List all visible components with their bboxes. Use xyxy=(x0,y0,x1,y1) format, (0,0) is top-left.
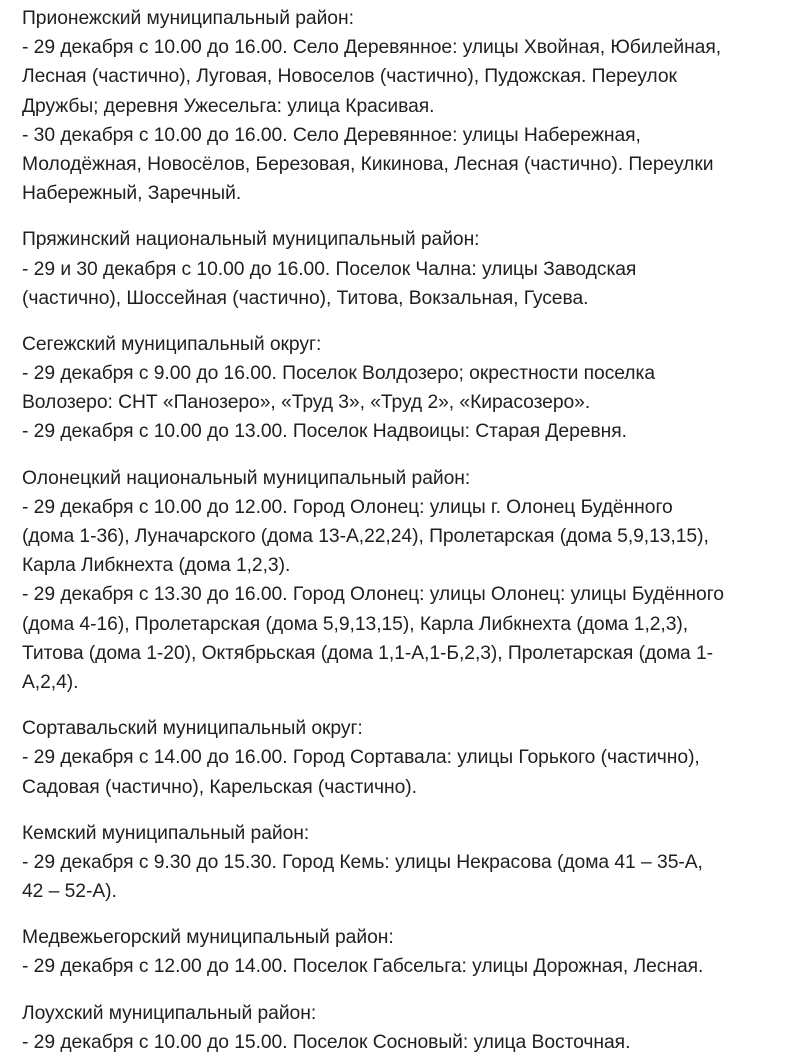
district-section-kemsky xyxy=(22,819,773,907)
schedule-line: (дома 1-36), Луначарского (дома 13-А,22,24), Пролетарская (дома 5,9,13,15), xyxy=(22,526,709,547)
district-heading: Прионежский муниципальный район: xyxy=(22,8,354,29)
schedule-line: - 29 декабря с 10.00 до 15.00. Поселок Сосновый: улица Восточная. xyxy=(22,1031,631,1053)
district-section-sortavalsky xyxy=(22,714,773,802)
district-heading: Олонецкий национальный муниципальный район: xyxy=(22,467,471,489)
schedule-line: (дома 4-16), Пролетарская (дома 5,9,13,15), Карла Либкнехта (дома 1,2,3), xyxy=(22,613,689,635)
schedule-line: Титова (дома 1-20), Октябрьская (дома 1,1-А,1-Б,2,3), Пролетарская (дома 1- xyxy=(22,642,714,664)
schedule-line: Молодёжная, Новосёлов, Березовая, Кикинова, Лесная (частично). Переулки xyxy=(22,153,714,175)
district-section-pryazhinsky xyxy=(22,225,773,313)
schedule-line: - 29 декабря с 9.30 до 15.30. Город Кемь: улицы Некрасова (дома 41 – 35-А, xyxy=(22,851,703,873)
schedule-line: (частично), Шоссейная (частично), Титова, Вокзальная, Гусева. xyxy=(22,287,589,309)
district-section-olonetsky xyxy=(22,464,773,698)
schedule-line: - 29 декабря с 9.00 до 16.00. Поселок Волдозеро; окрестности поселка xyxy=(22,363,655,385)
district-heading: Сортавальский муниципальный округ: xyxy=(22,718,363,740)
schedule-line: Садовая (частично), Карельская (частично). xyxy=(22,776,417,798)
schedule-line: - 29 декабря с 10.00 до 13.00. Поселок Надвоицы: Старая Деревня. xyxy=(22,421,627,443)
district-section-prionezhsky xyxy=(22,4,773,208)
schedule-line: А,2,4). xyxy=(22,671,79,693)
schedule-line: - 30 декабря с 10.00 до 16.00. Село Деревянное: улицы Набережная, xyxy=(22,124,641,146)
district-heading: Сегежский муниципальный округ: xyxy=(22,333,322,355)
schedule-line: - 29 декабря с 10.00 до 12.00. Город Олонец: улицы г. Олонец Будённого xyxy=(22,496,673,518)
district-section-medvezhyegorsky xyxy=(22,923,773,981)
district-heading: Кемский муниципальный район: xyxy=(22,822,310,844)
schedule-line: - 29 декабря с 12.00 до 14.00. Поселок Габсельга: улицы Дорожная, Лесная. xyxy=(22,956,704,978)
district-section-segezhsky xyxy=(22,330,773,447)
schedule-line: Набережный, Заречный. xyxy=(22,183,242,205)
district-heading: Медвежьегорский муниципальный район: xyxy=(22,927,394,949)
schedule-line: - 29 и 30 декабря с 10.00 до 16.00. Поселок Чална: улицы Заводская xyxy=(22,258,637,280)
schedule-line: - 29 декабря с 10.00 до 16.00. Село Деревянное: улицы Хвойная, Юбилейная, xyxy=(22,37,722,59)
district-heading: Лоухский муниципальный район: xyxy=(22,1002,317,1024)
schedule-line: - 29 декабря с 14.00 до 16.00. Город Сортавала: улицы Горького (частично), xyxy=(22,747,700,769)
district-section-loukhsky xyxy=(22,999,773,1057)
schedule-line: Дружбы; деревня Ужесельга: улица Красивая. xyxy=(22,95,435,117)
schedule-line: Карла Либкнехта (дома 1,2,3). xyxy=(22,555,291,577)
schedule-line: Волозеро: СНТ «Панозеро», «Труд 3», «Труд 2», «Кирасозеро». xyxy=(22,392,591,414)
district-heading: Пряжинский национальный муниципальный район: xyxy=(22,229,480,251)
schedule-line: 42 – 52-А). xyxy=(22,881,117,903)
schedule-line: - 29 декабря с 13.30 до 16.00. Город Олонец: улицы Олонец: улицы Будённого xyxy=(22,584,724,606)
schedule-line: Лесная (частично), Луговая, Новоселов (частично), Пудожская. Переулок xyxy=(22,66,677,88)
